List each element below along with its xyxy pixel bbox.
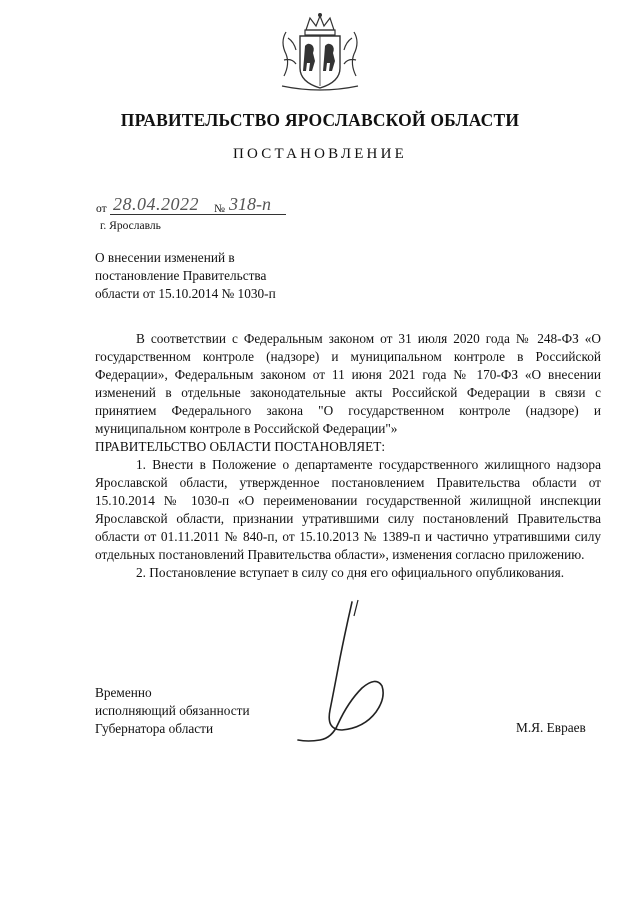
handwritten-number: 318-п [229, 194, 271, 214]
subject-line: О внесении изменений в [95, 250, 235, 265]
preamble-paragraph: В соответствии с Федеральным законом от 31 июля 2020 года № 248-ФЗ «О государственном контроле (надзоре) и муниципальном контроле в Российской Федерации», Федеральным законом от 11 июня 2021 года № 170-ФЗ «О внесении изменений в отдельные законодательные акты Российской Федерации в связи с принятием Федерального закона "О государственном контроле (надзоре) и муниципальном контроле в Российской Федерации"» [95, 331, 601, 436]
signatory-line: Губернатора области [95, 721, 214, 736]
date-prefix: от [96, 203, 107, 215]
subject-line: постановление Правительства [95, 268, 267, 283]
item-2-paragraph: 2. Постановление вступает в силу со дня его официального опубликования. [136, 565, 565, 580]
signer-name: М.Я. Евраев [516, 720, 586, 735]
city: г. Ярославль [100, 220, 161, 232]
subject-line: области от 15.10.2014 № 1030-п [95, 286, 276, 301]
signatory-line: исполняющий обязанности [95, 703, 250, 718]
number-sign: № [214, 203, 225, 215]
document-type: ПОСТАНОВЛЕНИЕ [233, 146, 407, 162]
resolves-heading: ПРАВИТЕЛЬСТВО ОБЛАСТИ ПОСТАНОВЛЯЕТ: [95, 439, 386, 454]
item-1-paragraph: 1. Внести в Положение о департаменте государственного жилищного надзора Ярославской области, утвержденное постановлением Правительства области от 15.10.2014 № 1030-п «О переименовании государственной жилищной инспекции Ярославской области, признании утратившими силу постановлений Правительства области от 01.11.2011 № 840-п, от 15.10.2013 № 1389-п и частично утратившими силу отдельных постановлений Правительства области», изменения согласно приложению. [95, 457, 601, 562]
signatory-line: Временно [95, 685, 152, 700]
date-number-line [96, 194, 316, 218]
date-underline [110, 214, 286, 215]
government-title: ПРАВИТЕЛЬСТВО ЯРОСЛАВСКОЙ ОБЛАСТИ [120, 110, 520, 130]
document-body [95, 330, 601, 582]
signatory-title [95, 684, 250, 738]
coat-of-arms-icon [272, 12, 368, 94]
handwritten-date: 28.04.2022 [113, 194, 199, 214]
document-subject [95, 249, 335, 303]
handwritten-signature [290, 598, 410, 748]
